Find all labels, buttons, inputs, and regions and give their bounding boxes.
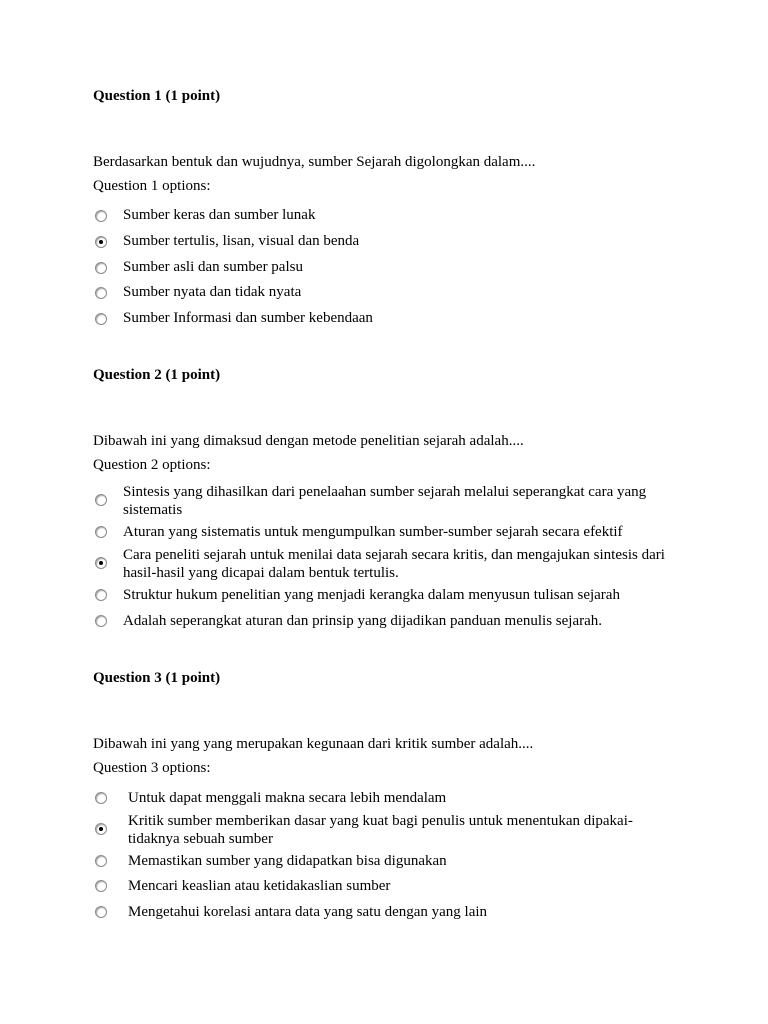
question-title: Question 3 (1 point) [93,670,221,686]
radio-button[interactable] [95,615,107,627]
question-title: Question 1 (1 point) [93,88,221,104]
question-prompt: Dibawah ini yang yang merupakan kegunaan dari kritik sumber adalah.... [93,736,534,752]
radio-button-selected[interactable] [95,823,107,835]
radio-button[interactable] [95,526,107,538]
radio-button[interactable] [95,855,107,867]
radio-button[interactable] [95,906,107,918]
option-label: Sumber keras dan sumber lunak [123,207,316,223]
question-prompt: Dibawah ini yang dimaksud dengan metode penelitian sejarah adalah.... [93,433,524,449]
option-label: Aturan yang sistematis untuk mengumpulkan sumber-sumber sejarah secara efektif [123,524,623,540]
options-label: Question 2 options: [93,457,211,473]
radio-button-selected[interactable] [95,557,107,569]
option-label: Cara peneliti sejarah untuk menilai data sejarah secara kritis, dan mengajukan sintesis dari hasil-hasil yang dicapai dalam bentuk tertulis. [123,547,665,581]
option-label: Mencari keaslian atau ketidakaslian sumber [128,878,391,894]
radio-button[interactable] [95,494,107,506]
radio-button[interactable] [95,313,107,325]
question-title: Question 2 (1 point) [93,367,221,383]
option-label: Sintesis yang dihasilkan dari penelaahan sumber sejarah melalui seperangkat cara yang sistematis [123,484,647,518]
option-label: Untuk dapat menggali makna secara lebih mendalam [128,790,447,806]
radio-button[interactable] [95,880,107,892]
radio-button[interactable] [95,287,107,299]
option-label: Adalah seperangkat aturan dan prinsip yang dijadikan panduan menulis sejarah. [123,613,603,629]
option-label: Mengetahui korelasi antara data yang satu dengan yang lain [128,904,488,920]
radio-button[interactable] [95,262,107,274]
option-label: Sumber nyata dan tidak nyata [123,284,302,300]
option-label: Sumber Informasi dan sumber kebendaan [123,310,373,326]
option-label: Sumber tertulis, lisan, visual dan benda [123,233,360,249]
option-label: Sumber asli dan sumber palsu [123,259,303,275]
options-label: Question 3 options: [93,760,211,776]
options-label: Question 1 options: [93,178,211,194]
question-prompt: Berdasarkan bentuk dan wujudnya, sumber Sejarah digolongkan dalam.... [93,154,536,170]
radio-button-selected[interactable] [95,236,107,248]
option-label: Struktur hukum penelitian yang menjadi kerangka dalam menyusun tulisan sejarah [123,587,620,603]
radio-button[interactable] [95,210,107,222]
option-label: Memastikan sumber yang didapatkan bisa digunakan [128,853,447,869]
option-label: Kritik sumber memberikan dasar yang kuat bagi penulis untuk menentukan dipakai-tidaknya sebuah sumber [128,813,633,847]
radio-button[interactable] [95,792,107,804]
radio-button[interactable] [95,589,107,601]
